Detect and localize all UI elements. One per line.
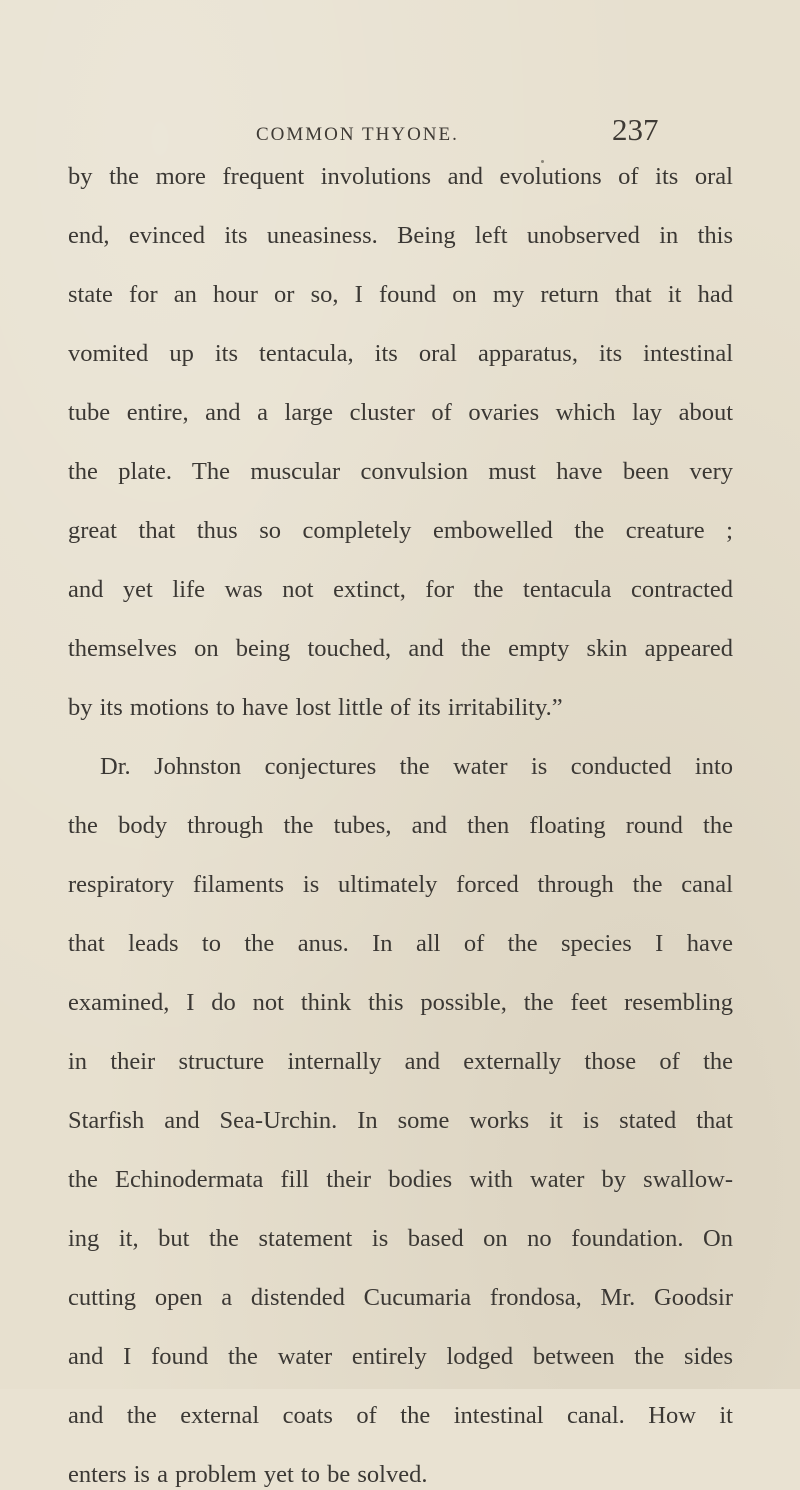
text-line: examined, I do not think this possible, the feet resembling	[68, 989, 733, 1016]
text-line: ing it, but the statement is based on no foundation. On	[68, 1225, 733, 1252]
text-line: end, evinced its uneasiness. Being left unobserved in this	[68, 222, 733, 249]
text-line: in their structure internally and externally those of the	[68, 1048, 733, 1075]
page-number: 237	[612, 112, 659, 147]
text-line: enters is a problem yet to be solved.	[68, 1461, 428, 1488]
running-head	[0, 112, 800, 158]
text-line: the plate. The muscular convulsion must have been very	[68, 458, 733, 485]
text-line: state for an hour or so, I found on my return that it had	[68, 281, 733, 308]
text-line: themselves on being touched, and the empty skin appeared	[68, 635, 733, 662]
text-line: tube entire, and a large cluster of ovaries which lay about	[68, 399, 733, 426]
text-line: that leads to the anus. In all of the species I have	[68, 930, 733, 957]
text-line: by its motions to have lost little of its irritability.”	[68, 694, 563, 721]
text-line: Starfish and Sea-Urchin. In some works it is stated that	[68, 1107, 733, 1134]
running-title: COMMON THYONE.	[256, 124, 459, 145]
text-line: respiratory filaments is ultimately forced through the canal	[68, 871, 733, 898]
text-line: vomited up its tentacula, its oral apparatus, its intestinal	[68, 340, 733, 367]
text-line: by the more frequent involutions and evolutions of its oral	[68, 163, 733, 190]
text-line: great that thus so completely embowelled the creature ;	[68, 517, 733, 544]
text-line: the Echinodermata fill their bodies with water by swallow-	[68, 1166, 733, 1193]
text-line: Dr. Johnston conjectures the water is conducted into	[100, 753, 733, 780]
text-line: cutting open a distended Cucumaria frondosa, Mr. Goodsir	[68, 1284, 733, 1311]
text-line: the body through the tubes, and then floating round the	[68, 812, 733, 839]
text-line: and the external coats of the intestinal canal. How it	[68, 1402, 733, 1429]
text-line: and yet life was not extinct, for the tentacula contracted	[68, 576, 733, 603]
text-line: and I found the water entirely lodged between the sides	[68, 1343, 733, 1370]
paper-speck	[541, 160, 544, 163]
